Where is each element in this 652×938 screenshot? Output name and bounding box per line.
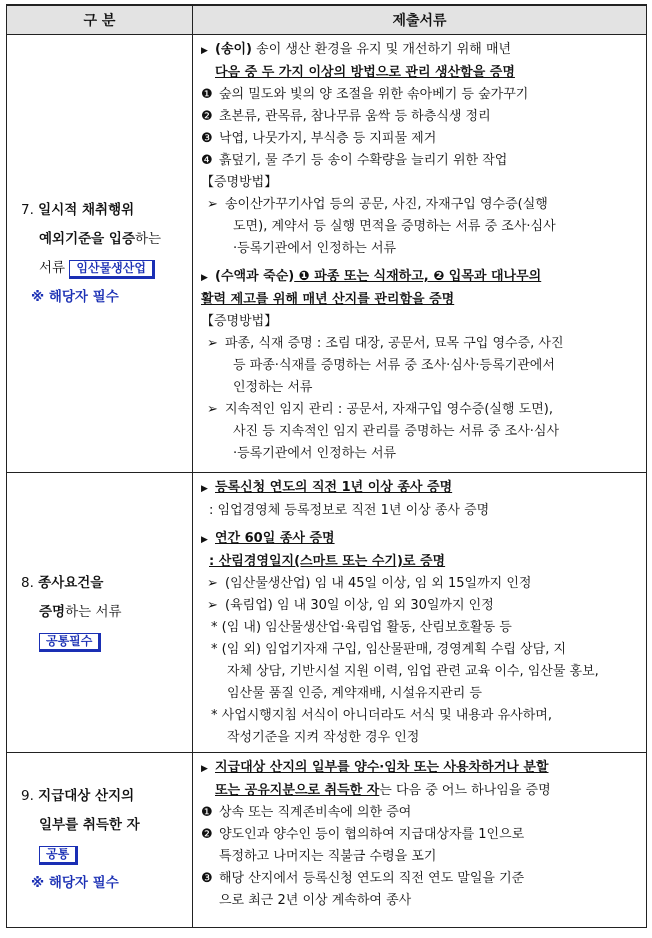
proof-method-label: 【증명방법】: [201, 175, 278, 190]
row7-subtitle-bold: 예외기준을 입증: [39, 230, 135, 247]
table-row: [7, 35, 647, 473]
bullet-triangle-icon: ▶: [201, 46, 208, 56]
requirement-b-title: 연간 60일 종사 증명: [215, 531, 335, 546]
arrow-icon: ➢: [207, 576, 218, 591]
suaek-label: (수액과 죽순): [215, 269, 295, 284]
bullet-triangle-icon: ▶: [201, 535, 208, 545]
note-form-line-2: 작성기준을 지켜 작성한 경우 인정: [227, 730, 420, 745]
case-2-line-2: 특정하고 나머지는 직불금 수령을 포기: [219, 849, 437, 864]
bullet-triangle-icon: ▶: [201, 484, 208, 494]
note-inside: * (임 내) 임산물생산업·육림업 활동, 산림보호활동 등: [211, 620, 512, 635]
acquirer-line-2-bold: 또는 공유지분으로 취득한 자: [215, 783, 380, 798]
row7-tag: 임산물생산업: [69, 260, 155, 279]
suaek-text: ❶ 파종 또는 식재하고, ❷ 입목과 대나무의: [294, 269, 542, 284]
proof-2-line-2: 등 파종·식재를 증명하는 서류 중 조사·심사·등록기관에서: [233, 358, 555, 373]
proof-1-line-1: 송이산가꾸기사업 등의 공문, 사진, 자재구입 영수증(실행: [225, 197, 548, 212]
circled-2-icon: ❷: [201, 109, 213, 124]
row8-number: 8.: [21, 575, 39, 591]
table-row: [7, 753, 647, 928]
proof-3-line-2: 사진 등 지속적인 임지 관리를 증명하는 서류 중 조사·심사: [233, 424, 560, 439]
songi-text: 송이 생산 환경을 유지 및 개선하기 위해 매년: [252, 42, 512, 57]
row9-category: [7, 753, 193, 928]
row7-number: 7.: [21, 201, 39, 218]
suaek-requirement: 활력 제고를 위해 매년 산지를 관리함을 증명: [201, 292, 455, 307]
proof-3-line-1: 지속적인 임지 관리 : 공문서, 자재구입 영수증(실행 도면),: [225, 402, 553, 417]
circled-1-icon: ❶: [201, 805, 213, 820]
row9-title: 지급대상 산지의: [38, 788, 135, 804]
row7-title: 일시적 채취행위: [38, 201, 135, 218]
case-3-line-1: 해당 산지에서 등록신청 연도의 직전 연도 말일을 기준: [219, 871, 525, 886]
method-2: 초본류, 관목류, 참나무류 움싹 등 하층식생 정리: [219, 109, 491, 124]
row7-category: [7, 35, 193, 473]
case-3-line-2: 으로 최근 2년 이상 계속하여 종사: [219, 893, 412, 908]
header-documents: 제출서류: [193, 5, 647, 35]
row7-subtitle-rest: 하는: [135, 230, 162, 247]
row9-tag: 공통: [39, 846, 78, 865]
note-outside-line-3: 임산물 품질 인증, 계약재배, 시설유지관리 등: [227, 686, 482, 701]
acquirer-line-1: 지급대상 산지의 일부를 양수·임차 또는 사용차하거나 분할: [215, 760, 549, 775]
row9-note: ※ 해당자 필수: [31, 875, 119, 891]
table-row: [7, 473, 647, 753]
row7-docs-label: 서류: [39, 259, 66, 276]
circled-3-icon: ❸: [201, 871, 213, 886]
arrow-icon: ➢: [207, 402, 218, 417]
days-silviculture: (육림업) 임 내 30일 이상, 임 외 30일까지 인정: [225, 598, 494, 613]
note-form-line-1: * 사업시행지침 서식이 아니더라도 서식 및 내용과 유사하며,: [211, 708, 552, 723]
songi-label: (송이): [215, 42, 252, 57]
document-table: [6, 4, 647, 928]
days-producer: (임산물생산업) 임 내 45일 이상, 임 외 15일까지 인정: [225, 576, 532, 591]
case-2-line-1: 양도인과 양수인 등이 협의하여 지급대상자를 1인으로: [219, 827, 525, 842]
arrow-icon: ➢: [207, 197, 218, 212]
note-outside-line-2: 자체 상담, 기반시설 지원 이력, 임업 관련 교육 이수, 임산물 홍보,: [227, 664, 599, 679]
method-1: 숲의 밀도와 빛의 양 조절을 위한 솎아베기 등 숲가꾸기: [219, 87, 529, 102]
row9-number: 9.: [21, 788, 39, 804]
method-4: 흙덮기, 물 주기 등 송이 수확량을 늘리기 위한 작업: [219, 153, 508, 168]
circled-1-icon: ❶: [201, 87, 213, 102]
bullet-triangle-icon: ▶: [201, 764, 208, 774]
bullet-triangle-icon: ▶: [201, 273, 208, 283]
proof-1-line-2: 도면), 계약서 등 실행 면적을 증명하는 서류 중 조사·심사: [233, 219, 556, 234]
circled-4-icon: ❹: [201, 153, 213, 168]
requirement-b-sub: : 산림경영일지(스마트 또는 수기)로 증명: [209, 554, 446, 569]
circled-3-icon: ❸: [201, 131, 213, 146]
requirement-a-title: 등록신청 연도의 직전 1년 이상 종사 증명: [215, 480, 453, 495]
arrow-icon: ➢: [207, 336, 218, 351]
row9-documents: [193, 753, 647, 928]
header-category: 구 분: [7, 5, 193, 35]
case-1: 상속 또는 직계존비속에 의한 증여: [219, 805, 412, 820]
row8-category: [7, 473, 193, 753]
arrow-icon: ➢: [207, 598, 218, 613]
method-3: 낙엽, 나뭇가지, 부식층 등 지피물 제거: [219, 131, 437, 146]
row8-title: 종사요건을: [38, 575, 104, 591]
songi-requirement: 다음 중 두 가지 이상의 방법으로 관리 생산함을 증명: [215, 65, 515, 80]
row8-tag: 공통필수: [39, 633, 101, 652]
requirement-a-sub: : 임업경영체 등록정보로 직전 1년 이상 종사 증명: [209, 503, 490, 518]
row7-note: ※ 해당자 필수: [31, 288, 119, 305]
row8-subtitle-bold: 증명: [39, 604, 66, 620]
table-header-row: [7, 5, 647, 35]
row8-documents: [193, 473, 647, 753]
note-outside-line-1: * (임 외) 임업기자재 구입, 임산물판매, 경영계획 수립 상담, 지: [211, 642, 567, 657]
proof-2-line-1: 파종, 식재 증명 : 조림 대장, 공문서, 묘목 구입 영수증, 사진: [225, 336, 564, 351]
proof-3-line-3: ·등록기관에서 인정하는 서류: [233, 446, 397, 461]
proof-method-label-2: 【증명방법】: [201, 314, 278, 329]
proof-2-line-3: 인정하는 서류: [233, 380, 313, 395]
acquirer-line-2-rest: 는 다음 중 어느 하나임을 증명: [379, 783, 551, 798]
row7-documents: [193, 35, 647, 473]
circled-2-icon: ❷: [201, 827, 213, 842]
row9-subtitle: 일부를 취득한 자: [39, 817, 140, 833]
proof-1-line-3: ·등록기관에서 인정하는 서류: [233, 241, 397, 256]
row8-subtitle-rest: 하는 서류: [65, 604, 122, 620]
